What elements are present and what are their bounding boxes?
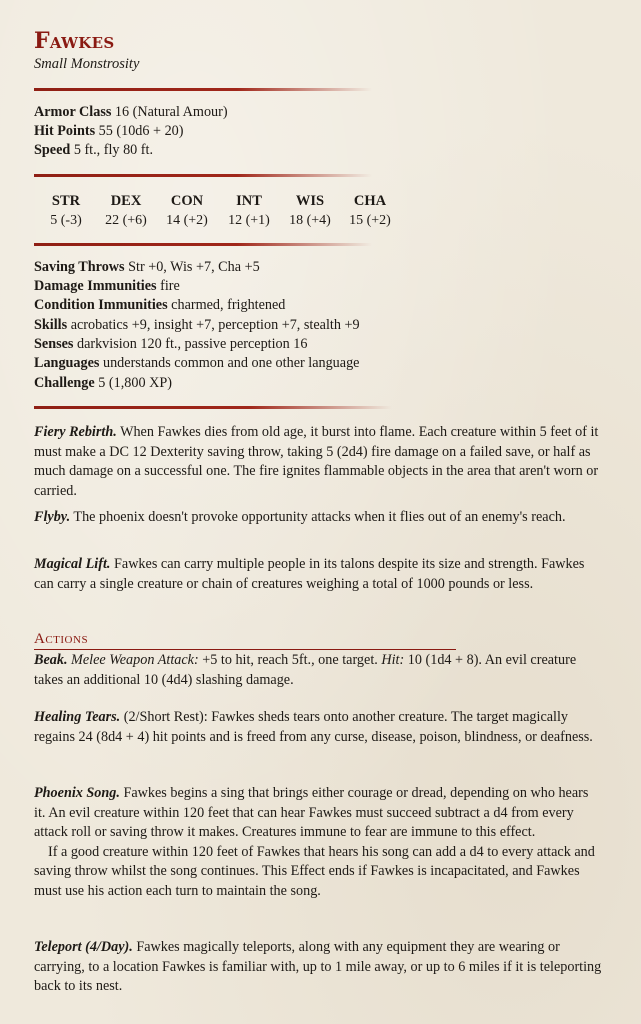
ability-score: 18 (+4) (289, 213, 331, 228)
ability-name: CON (170, 193, 204, 209)
action-title: Phoenix Song. (34, 785, 120, 801)
action-text-continued: If a good creature within 120 feet of Fawkes that hears his song can add a d4 to every attack and saving throw whilst the song continues. This Effect ends if Fawkes is incapacitated, and Fawkes must use his action each turn to maintain the song. (34, 843, 595, 899)
ability-name: INT (236, 193, 262, 209)
senses-value: darkvision 120 ft., passive perception 16 (76, 336, 308, 352)
ability-str (36, 193, 96, 229)
creature-name: Fawkes (34, 28, 115, 54)
ability-name: STR (51, 193, 81, 209)
trait-flyby (34, 508, 602, 528)
ability-cha (340, 193, 400, 229)
action-attack: +5 to hit, reach 5ft., one target. (202, 652, 378, 668)
trait-text: The phoenix doesn't provoke opportunity attacks when it flies out of an enemy's reach. (73, 509, 566, 525)
actions-heading: Actions (34, 631, 456, 650)
ability-wis (280, 193, 340, 229)
challenge-label: Challenge (34, 375, 95, 391)
challenge-value: 5 (1,800 XP) (98, 375, 172, 391)
action-text: (2/Short Rest): Fawkes sheds tears onto another creature. The target magically regains 24 (8d4 + 4) hit points and is freed from any curse, disease, poison, blindness, or deafness. (34, 709, 593, 745)
ability-score: 12 (+1) (228, 213, 270, 228)
action-hit-label: Hit: (381, 652, 405, 668)
ability-score: 5 (-3) (50, 213, 82, 228)
action-text: Fawkes begins a sing that brings either courage or dread, depending on who hears it. An evil creature within 120 feet that can hear Fawkes must succeed subtract a d4 from every attack roll or saving throw it makes. Creatures immune to fear are immune to this effect. (34, 785, 589, 840)
speed-value: 5 ft., fly 80 ft. (73, 142, 154, 158)
speed-line (34, 141, 611, 161)
damage-immunities-line (34, 277, 611, 297)
condition-immunities-value: charmed, frightened (171, 297, 286, 313)
ability-con (157, 193, 217, 229)
saving-throws-line (34, 258, 611, 278)
action-title: Teleport (4/Day). (34, 939, 133, 955)
hit-points-label: Hit Points (34, 123, 96, 139)
damage-immunities-value: fire (160, 278, 180, 294)
trait-title: Flyby. (34, 509, 71, 525)
speed-label: Speed (34, 142, 71, 158)
action-beak (34, 651, 602, 690)
languages-value: understands common and one other language (102, 355, 360, 371)
ability-score: 15 (+2) (349, 213, 391, 228)
trait-text: When Fawkes dies from old age, it burst into flame. Each creature within 5 feet of it must make a DC 12 Dexterity saving throw, taking 5 (2d4) fire damage on a failed save, or half as much damage on a successful one. The fire ignites flammable objects in the area that aren't worn or carried. (34, 424, 599, 499)
ability-score: 14 (+2) (166, 213, 208, 228)
saving-throws-value: Str +0, Wis +7, Cha +5 (128, 259, 260, 275)
hit-points-value: 55 (10d6 + 20) (98, 123, 184, 139)
action-text: Fawkes magically teleports, along with any equipment they are wearing or carrying, to a location Fawkes is familiar with, up to 1 mile away, or up to 6 miles if it is teleporting back to its nest. (34, 939, 602, 994)
divider-rule (34, 88, 372, 91)
languages-label: Languages (34, 355, 100, 371)
challenge-line (34, 374, 611, 394)
trait-text: Fawkes can carry multiple people in its talons despite its size and strength. Fawkes can carry a single creature or chain of creatures weighing a total of 1000 pounds or less. (34, 556, 585, 592)
action-healing-tears (34, 708, 602, 747)
armor-class-label: Armor Class (34, 104, 112, 120)
action-type: Melee Weapon Attack: (71, 652, 199, 668)
hit-points-line (34, 122, 611, 142)
skills-label: Skills (34, 317, 68, 333)
ability-name: WIS (295, 193, 325, 209)
saving-throws-label: Saving Throws (34, 259, 125, 275)
ability-name: DEX (110, 193, 142, 209)
skills-value: acrobatics +9, insight +7, perception +7, stealth +9 (70, 317, 360, 333)
trait-title: Magical Lift. (34, 556, 111, 572)
languages-line (34, 354, 611, 374)
ability-score: 22 (+6) (105, 213, 147, 228)
trait-fiery-rebirth (34, 423, 602, 501)
ability-name: CHA (353, 193, 387, 209)
senses-line (34, 335, 611, 355)
action-teleport (34, 938, 602, 997)
condition-immunities-label: Condition Immunities (34, 297, 168, 313)
divider-rule (34, 243, 372, 246)
action-hit-text: 10 (1d4 + 8). An evil creature takes an additional 10 (4d4) slashing damage. (34, 652, 577, 688)
ability-dex (96, 193, 156, 229)
armor-class-value: 16 (Natural Amour) (114, 104, 228, 120)
skills-line (34, 316, 611, 336)
condition-immunities-line (34, 296, 611, 316)
senses-label: Senses (34, 336, 74, 352)
action-title: Healing Tears. (34, 709, 121, 725)
trait-title: Fiery Rebirth. (34, 424, 117, 440)
divider-rule (34, 174, 372, 177)
action-phoenix-song (34, 784, 602, 901)
action-title: Beak. (34, 652, 68, 668)
ability-int (219, 193, 279, 229)
damage-immunities-label: Damage Immunities (34, 278, 157, 294)
creature-type: Small Monstrosity (34, 56, 140, 72)
armor-class-line (34, 103, 611, 123)
trait-magical-lift (34, 555, 602, 594)
divider-rule (34, 406, 392, 409)
